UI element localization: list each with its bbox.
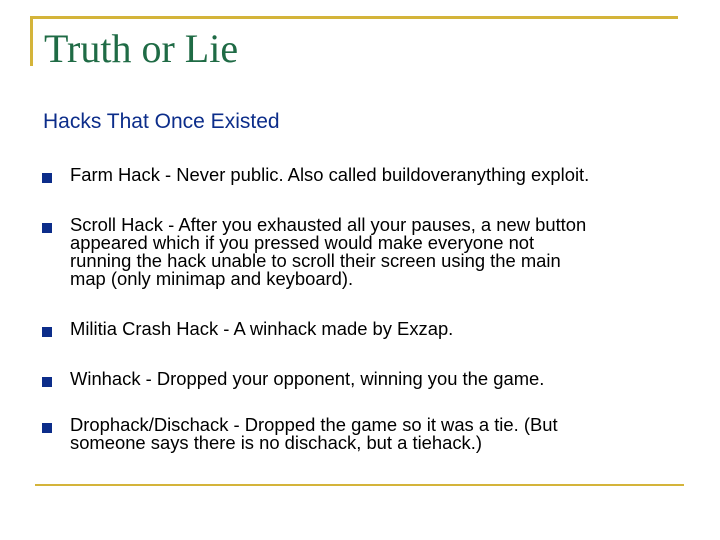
bullet-item-farm-hack <box>42 166 688 184</box>
square-bullet-icon <box>42 173 52 183</box>
bullet-item-drophack-dischack <box>42 416 688 452</box>
square-bullet-icon <box>42 423 52 433</box>
bullet-text: Scroll Hack - After you exhausted all your pauses, a new button appeared which if you pressed would make everyone not running the hack unable to scroll their screen using the main map (only minimap and keyboard). <box>70 214 587 289</box>
bullet-item-militia-crash-hack <box>42 320 688 338</box>
bullet-item-winhack <box>42 370 688 388</box>
top-accent-line <box>30 16 678 19</box>
square-bullet-icon <box>42 377 52 387</box>
slide-title: Truth or Lie <box>44 26 239 71</box>
bullet-text: Winhack - Dropped your opponent, winning you the game. <box>70 368 545 389</box>
left-accent-line <box>30 16 33 66</box>
bullet-text: Drophack/Dischack - Dropped the game so it was a tie. (But someone says there is no dischack, but a tiehack.) <box>70 414 558 453</box>
bottom-accent-line <box>35 484 684 486</box>
bullet-text: Militia Crash Hack - A winhack made by Exzap. <box>70 318 454 339</box>
bullet-text: Farm Hack - Never public. Also called buildoveranything exploit. <box>70 164 590 185</box>
slide-subtitle: Hacks That Once Existed <box>43 110 280 133</box>
bullet-item-scroll-hack <box>42 216 688 288</box>
square-bullet-icon <box>42 223 52 233</box>
square-bullet-icon <box>42 327 52 337</box>
